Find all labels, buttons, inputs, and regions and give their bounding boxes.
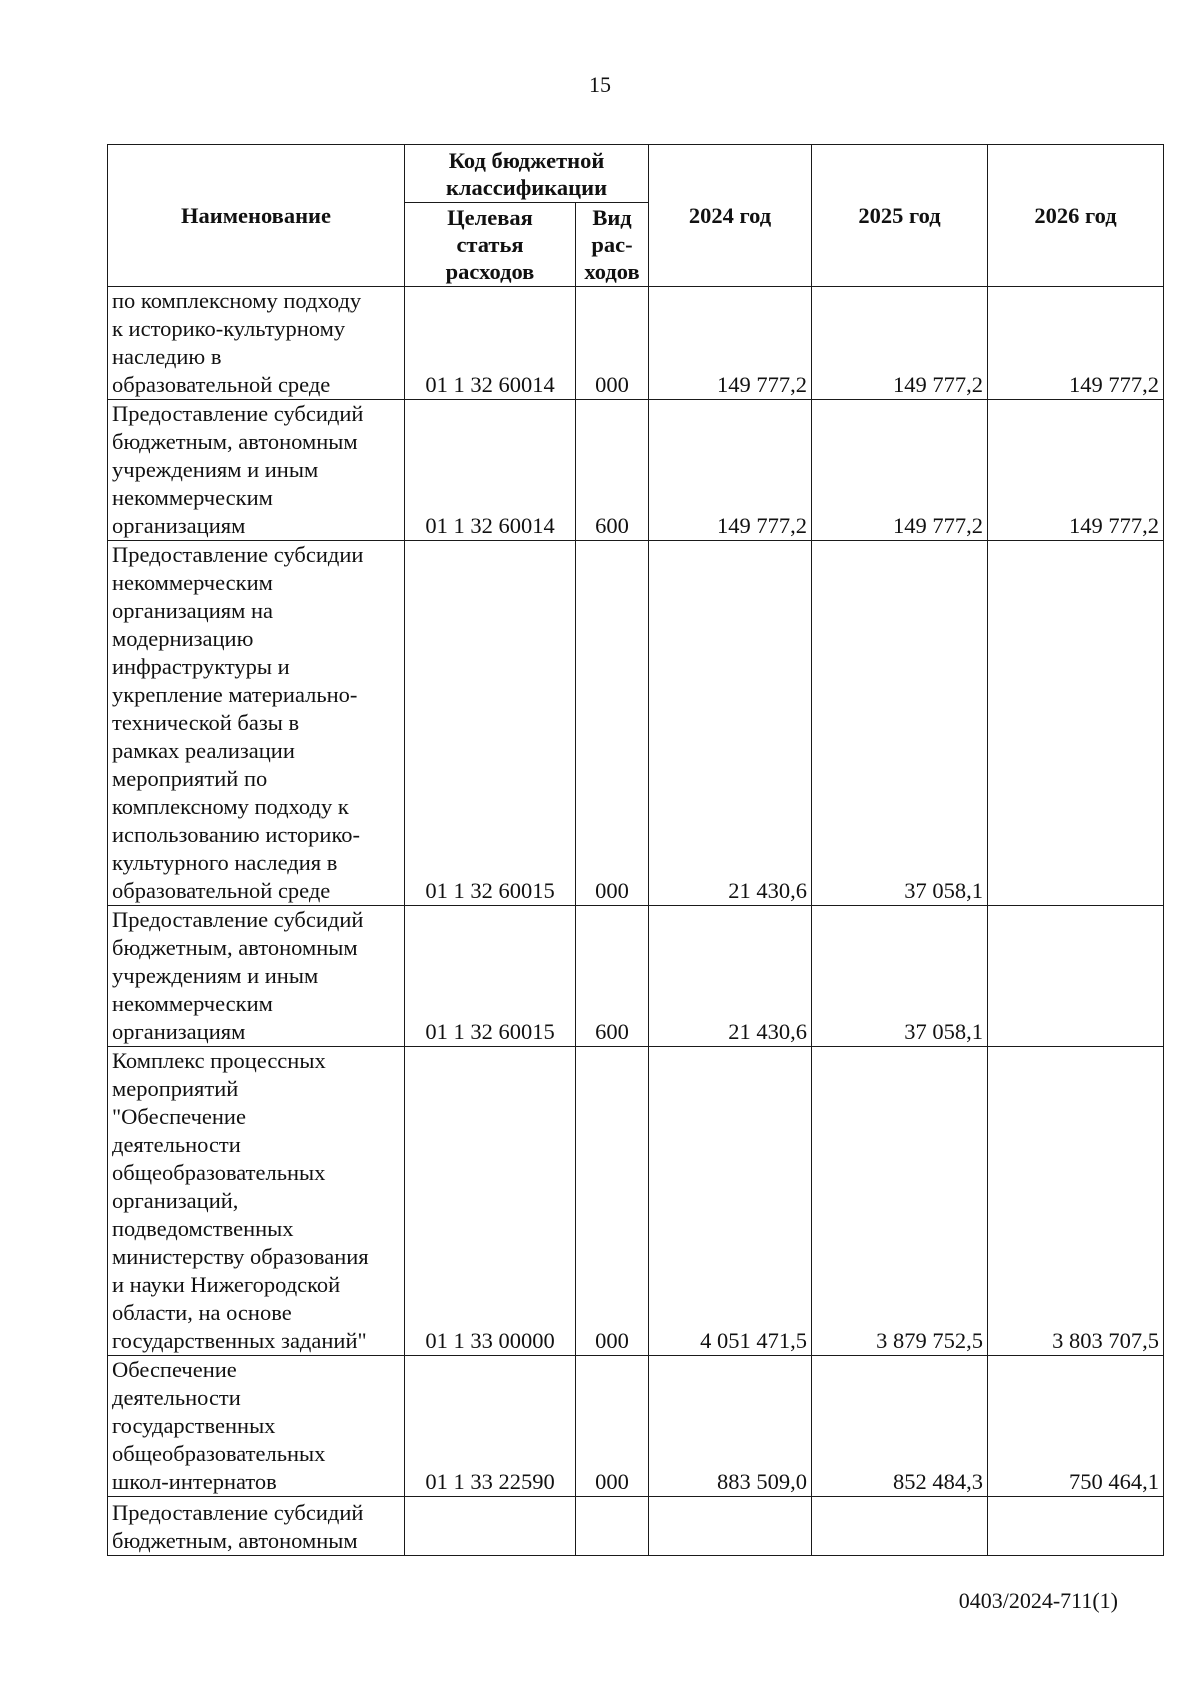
row-target-article: 01 1 33 00000 [405,1047,576,1356]
row-name: Обеспечение деятельности государственных общеобразовательных школ-интернатов [108,1356,405,1497]
row-value-2024: 149 777,2 [649,400,812,541]
header-year-2026: 2026 год [988,145,1164,287]
page-number: 15 [589,72,611,97]
row-value-2024: 4 051 471,5 [649,1047,812,1356]
row-expense-kind: 000 [576,541,649,906]
row-value-2024: 883 509,0 [649,1356,812,1497]
row-value-2025: 37 058,1 [812,906,988,1047]
header-target-article: Целевая статья расходов [405,203,576,287]
row-target-article: 01 1 32 60015 [405,541,576,906]
row-target-article: 01 1 32 60014 [405,400,576,541]
row-name: Предоставление субсидий бюджетным, автономным учреждениям и иным некоммерческим организациям [108,906,405,1047]
row-expense-kind: 000 [576,287,649,400]
row-name: Комплекс процессных мероприятий "Обеспечение деятельности общеобразовательных организаций, подведомственных министерству образования и науки Нижегородской области, на основе государственных заданий" [108,1047,405,1356]
row-target-article: 01 1 33 22590 [405,1356,576,1497]
row-value-2024: 149 777,2 [649,287,812,400]
row-value-2026: 149 777,2 [988,400,1164,541]
table-row [108,906,1164,1047]
row-value-2026 [988,541,1164,906]
table-row [108,287,1164,400]
header-year-2024: 2024 год [649,145,812,287]
row-value-2025: 149 777,2 [812,400,988,541]
table-header [108,145,1164,287]
row-value-2026: 3 803 707,5 [988,1047,1164,1356]
row-value-2024: 21 430,6 [649,541,812,906]
row-value-2026: 149 777,2 [988,287,1164,400]
table-row [108,1356,1164,1497]
table-row [108,1047,1164,1356]
budget-table [107,144,1164,1556]
row-name: по комплексному подходу к историко-культурному наследию в образовательной среде [108,287,405,400]
row-value-2025: 852 484,3 [812,1356,988,1497]
header-year-2025: 2025 год [812,145,988,287]
row-value-2026 [988,1497,1164,1556]
row-expense-kind: 600 [576,400,649,541]
table-row [108,1497,1164,1556]
row-target-article: 01 1 32 60015 [405,906,576,1047]
row-value-2025: 149 777,2 [812,287,988,400]
table-body [108,287,1164,1556]
row-value-2024 [649,1497,812,1556]
row-value-2025 [812,1497,988,1556]
header-name: Наименование [108,145,405,287]
row-name: Предоставление субсидий бюджетным, автономным учреждениям и иным некоммерческим организациям [108,400,405,541]
row-value-2026: 750 464,1 [988,1356,1164,1497]
table-row [108,541,1164,906]
header-expense-kind: Вид рас- ходов [576,203,649,287]
row-expense-kind: 600 [576,906,649,1047]
row-target-article [405,1497,576,1556]
row-value-2025: 37 058,1 [812,541,988,906]
row-name: Предоставление субсидии некоммерческим организациям на модернизацию инфраструктуры и укрепление материально- технической базы в рамках реализации мероприятий по комплексному подходу к использованию историко- культурного наследия в образовательной среде [108,541,405,906]
row-value-2025: 3 879 752,5 [812,1047,988,1356]
header-budget-code: Код бюджетной классификации [405,145,649,203]
row-value-2024: 21 430,6 [649,906,812,1047]
table-row [108,400,1164,541]
row-value-2026 [988,906,1164,1047]
row-expense-kind: 000 [576,1047,649,1356]
row-target-article: 01 1 32 60014 [405,287,576,400]
row-expense-kind: 000 [576,1356,649,1497]
document-code: 0403/2024-711(1) [958,1588,1118,1613]
row-name: Предоставление субсидий бюджетным, автономным [108,1497,405,1556]
row-expense-kind [576,1497,649,1556]
